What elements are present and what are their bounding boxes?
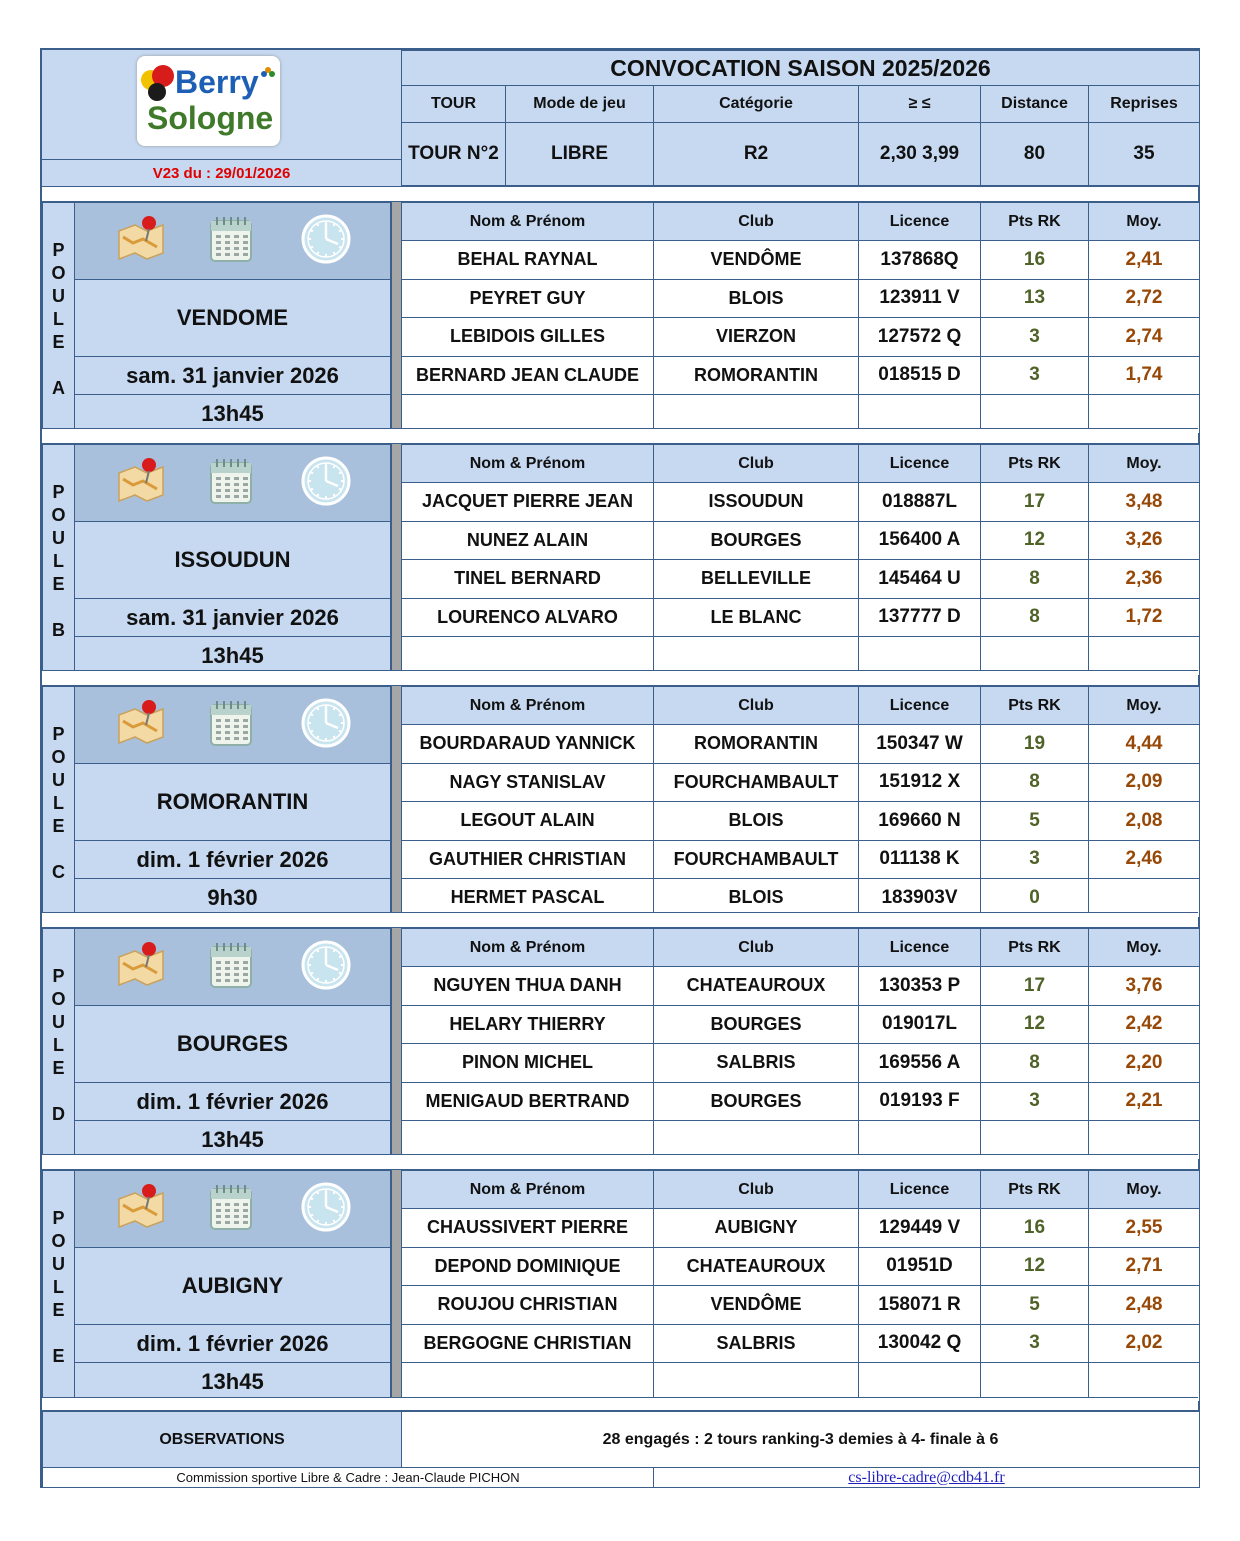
- player-col-moy: 2,09: [1088, 763, 1200, 803]
- player-col-moy: 2,55: [1088, 1208, 1200, 1248]
- player-col-moy: 2,36: [1088, 559, 1200, 599]
- player-col-licence: [858, 1362, 981, 1402]
- table-header-col-nom: Nom & Prénom: [401, 928, 654, 967]
- poule-time: 13h45: [74, 636, 391, 675]
- poule-label-letter: U: [52, 528, 65, 548]
- table-header-col-club: Club: [653, 928, 859, 967]
- table-header-col-moy: Moy.: [1088, 1170, 1200, 1209]
- player-col-nom: BOURDARAUD YANNICK: [401, 724, 654, 764]
- table-header-col-moy: Moy.: [1088, 928, 1200, 967]
- player-col-nom: ROUJOU CHRISTIAN: [401, 1285, 654, 1325]
- player-col-pts: 3: [980, 356, 1089, 396]
- player-col-pts: 8: [980, 559, 1089, 599]
- player-col-club: [653, 1362, 859, 1402]
- player-col-moy: 2,48: [1088, 1285, 1200, 1325]
- poule-label-letter: O: [51, 1231, 66, 1251]
- player-col-licence: 127572 Q: [858, 317, 981, 357]
- header-val-categorie: R2: [653, 122, 859, 186]
- table-header-col-pts: Pts RK: [980, 1170, 1089, 1209]
- player-col-club: BOURGES: [653, 521, 859, 561]
- player-col-pts: 3: [980, 1324, 1089, 1364]
- table-header-col-nom: Nom & Prénom: [401, 1170, 654, 1209]
- poule-label: [42, 686, 75, 917]
- logo-text-sologne: Sologne: [147, 100, 274, 136]
- table-header-col-pts: Pts RK: [980, 928, 1089, 967]
- player-col-moy: 2,08: [1088, 801, 1200, 841]
- player-col-moy: 2,21: [1088, 1082, 1200, 1122]
- player-col-pts: [980, 1362, 1089, 1402]
- header-col-reprises: Reprises: [1088, 85, 1200, 123]
- poule-date: dim. 1 février 2026: [74, 840, 391, 879]
- footer-email-link[interactable]: cs-libre-cadre@cdb41.fr: [848, 1468, 1005, 1486]
- player-col-nom: [401, 1362, 654, 1402]
- table-header-col-club: Club: [653, 1170, 859, 1209]
- player-col-club: SALBRIS: [653, 1043, 859, 1083]
- calendar-icon: [207, 697, 255, 754]
- player-col-licence: 183903V: [858, 878, 981, 918]
- table-header-col-licence: Licence: [858, 928, 981, 967]
- player-col-pts: 5: [980, 801, 1089, 841]
- poule-label-letter: E: [52, 1058, 65, 1078]
- player-col-nom: BERGOGNE CHRISTIAN: [401, 1324, 654, 1364]
- player-col-licence: 130353 P: [858, 966, 981, 1006]
- player-col-pts: 12: [980, 1005, 1089, 1045]
- player-col-licence: 130042 Q: [858, 1324, 981, 1364]
- poule-time: 13h45: [74, 1362, 391, 1401]
- poule-label-letter: E: [52, 816, 65, 836]
- player-col-moy: 2,74: [1088, 317, 1200, 357]
- header-val-reprises: 35: [1088, 122, 1200, 186]
- table-header-col-licence: Licence: [858, 686, 981, 725]
- header-col-range: ≥ ≤: [858, 85, 981, 123]
- poule-label-letter: L: [53, 1035, 64, 1055]
- player-col-pts: 16: [980, 1208, 1089, 1248]
- player-col-club: VENDÔME: [653, 1285, 859, 1325]
- table-header-col-licence: Licence: [858, 1170, 981, 1209]
- player-col-licence: 156400 A: [858, 521, 981, 561]
- poule-label-letter: U: [52, 286, 65, 306]
- icons-row: [74, 444, 391, 522]
- poule-date: dim. 1 février 2026: [74, 1324, 391, 1363]
- player-col-nom: PEYRET GUY: [401, 279, 654, 319]
- footer-email-cell: [653, 1467, 1200, 1488]
- calendar-icon: [207, 213, 255, 270]
- player-col-moy: 1,74: [1088, 356, 1200, 396]
- player-col-pts: 0: [980, 878, 1089, 918]
- player-col-licence: 018887L: [858, 482, 981, 522]
- table-header-col-club: Club: [653, 444, 859, 483]
- player-col-moy: 2,72: [1088, 279, 1200, 319]
- player-col-licence: 169660 N: [858, 801, 981, 841]
- player-col-club: FOURCHAMBAULT: [653, 840, 859, 880]
- player-col-club: SALBRIS: [653, 1324, 859, 1364]
- player-col-moy: 2,71: [1088, 1247, 1200, 1287]
- header-col-distance: Distance: [980, 85, 1089, 123]
- player-col-nom: BERNARD JEAN CLAUDE: [401, 356, 654, 396]
- player-col-nom: NGUYEN THUA DANH: [401, 966, 654, 1006]
- observations-label: OBSERVATIONS: [42, 1411, 402, 1468]
- table-header-col-nom: Nom & Prénom: [401, 202, 654, 241]
- poule-time: 13h45: [74, 394, 391, 433]
- player-col-club: ROMORANTIN: [653, 724, 859, 764]
- player-col-licence: 129449 V: [858, 1208, 981, 1248]
- player-col-moy: 3,26: [1088, 521, 1200, 561]
- separator-strip: [42, 912, 1198, 928]
- poule-label-letter: E: [52, 1346, 65, 1366]
- player-col-licence: 169556 A: [858, 1043, 981, 1083]
- player-col-club: FOURCHAMBAULT: [653, 763, 859, 803]
- poule-label-letter: U: [52, 1012, 65, 1032]
- table-header-col-pts: Pts RK: [980, 686, 1089, 725]
- poule-label: [42, 1170, 75, 1401]
- player-col-moy: 2,42: [1088, 1005, 1200, 1045]
- clock-icon: [300, 697, 352, 754]
- player-col-club: AUBIGNY: [653, 1208, 859, 1248]
- poule-label-letter: L: [53, 309, 64, 329]
- player-col-moy: 2,02: [1088, 1324, 1200, 1364]
- version-label: V23 du : 29/01/2026: [42, 159, 402, 186]
- map-pin-icon: [113, 1181, 169, 1236]
- player-col-nom: CHAUSSIVERT PIERRE: [401, 1208, 654, 1248]
- player-col-club: CHATEAUROUX: [653, 966, 859, 1006]
- separator-strip: [42, 186, 1198, 202]
- poule-label-letter: L: [53, 551, 64, 571]
- player-col-moy: 3,48: [1088, 482, 1200, 522]
- poule-location: AUBIGNY: [74, 1247, 391, 1325]
- player-col-club: VENDÔME: [653, 240, 859, 280]
- player-col-nom: LEGOUT ALAIN: [401, 801, 654, 841]
- player-col-licence: 137868Q: [858, 240, 981, 280]
- player-col-club: VIERZON: [653, 317, 859, 357]
- header-val-distance: 80: [980, 122, 1089, 186]
- player-col-licence: 137777 D: [858, 598, 981, 638]
- header-val-range: 2,30 3,99: [858, 122, 981, 186]
- table-header-col-licence: Licence: [858, 444, 981, 483]
- poule-label-letter: E: [52, 332, 65, 352]
- logo-area: [42, 50, 402, 159]
- clock-icon: [300, 455, 352, 512]
- player-col-pts: 3: [980, 317, 1089, 357]
- calendar-icon: [207, 1181, 255, 1238]
- icons-row: [74, 686, 391, 764]
- poule-label-letter: C: [52, 862, 65, 882]
- player-col-pts: 8: [980, 598, 1089, 638]
- map-pin-icon: [113, 939, 169, 994]
- poule-label-letter: O: [51, 747, 66, 767]
- poule-label-letter: P: [52, 240, 65, 260]
- player-col-nom: NUNEZ ALAIN: [401, 521, 654, 561]
- player-col-nom: TINEL BERNARD: [401, 559, 654, 599]
- poule-location: ROMORANTIN: [74, 763, 391, 841]
- player-col-club: BELLEVILLE: [653, 559, 859, 599]
- clock-icon: [300, 1181, 352, 1238]
- player-col-licence: 019017L: [858, 1005, 981, 1045]
- header-val-mode: LIBRE: [505, 122, 654, 186]
- table-header-col-nom: Nom & Prénom: [401, 444, 654, 483]
- player-col-pts: 3: [980, 840, 1089, 880]
- player-col-licence: 011138 K: [858, 840, 981, 880]
- player-col-club: BLOIS: [653, 878, 859, 918]
- table-header-col-moy: Moy.: [1088, 686, 1200, 725]
- poule-label: [42, 444, 75, 675]
- page-title: CONVOCATION SAISON 2025/2026: [401, 50, 1200, 86]
- player-col-pts: 13: [980, 279, 1089, 319]
- header-col-categorie: Catégorie: [653, 85, 859, 123]
- icons-row: [74, 928, 391, 1006]
- player-col-pts: 5: [980, 1285, 1089, 1325]
- player-col-pts: 19: [980, 724, 1089, 764]
- icons-row: [74, 202, 391, 280]
- table-header-col-pts: Pts RK: [980, 444, 1089, 483]
- player-col-licence: 151912 X: [858, 763, 981, 803]
- poule-label-letter: O: [51, 989, 66, 1009]
- player-col-nom: LOURENCO ALVARO: [401, 598, 654, 638]
- poule-label-letter: U: [52, 770, 65, 790]
- player-col-moy: 2,41: [1088, 240, 1200, 280]
- player-col-pts: 17: [980, 966, 1089, 1006]
- convocation-sheet: [40, 48, 1200, 1488]
- player-col-club: BOURGES: [653, 1005, 859, 1045]
- poule-label-letter: P: [52, 482, 65, 502]
- player-col-moy: 3,76: [1088, 966, 1200, 1006]
- poule-label-letter: U: [52, 1254, 65, 1274]
- poule-label-letter: O: [51, 505, 66, 525]
- separator-strip: [42, 1397, 1198, 1411]
- clock-icon: [300, 939, 352, 996]
- poule-label-letter: P: [52, 966, 65, 986]
- player-col-licence: 150347 W: [858, 724, 981, 764]
- player-col-pts: 8: [980, 1043, 1089, 1083]
- poule-time: 13h45: [74, 1120, 391, 1159]
- player-col-nom: LEBIDOIS GILLES: [401, 317, 654, 357]
- poule-time: 9h30: [74, 878, 391, 917]
- player-col-nom: HELARY THIERRY: [401, 1005, 654, 1045]
- logo: [137, 56, 280, 146]
- observations-text: 28 engagés : 2 tours ranking-3 demies à 4- finale à 6: [401, 1411, 1200, 1468]
- player-col-nom: NAGY STANISLAV: [401, 763, 654, 803]
- map-pin-icon: [113, 455, 169, 510]
- player-col-moy: 1,72: [1088, 598, 1200, 638]
- poule-label-letter: L: [53, 793, 64, 813]
- poule-location: BOURGES: [74, 1005, 391, 1083]
- player-col-nom: MENIGAUD BERTRAND: [401, 1082, 654, 1122]
- player-col-pts: 12: [980, 521, 1089, 561]
- player-col-licence: 123911 V: [858, 279, 981, 319]
- calendar-icon: [207, 455, 255, 512]
- poule-label-letter: B: [52, 620, 65, 640]
- separator-strip: [42, 428, 1198, 444]
- player-col-nom: DEPOND DOMINIQUE: [401, 1247, 654, 1287]
- player-col-licence: 145464 U: [858, 559, 981, 599]
- player-col-club: LE BLANC: [653, 598, 859, 638]
- player-col-nom: JACQUET PIERRE JEAN: [401, 482, 654, 522]
- poule-label-letter: L: [53, 1277, 64, 1297]
- player-col-club: BLOIS: [653, 279, 859, 319]
- player-col-nom: GAUTHIER CHRISTIAN: [401, 840, 654, 880]
- poule-label-letter: P: [52, 1208, 65, 1228]
- footer-commission: Commission sportive Libre & Cadre : Jean-Claude PICHON: [42, 1467, 654, 1488]
- clock-icon: [300, 213, 352, 270]
- table-header-col-moy: Moy.: [1088, 202, 1200, 241]
- player-col-moy: 4,44: [1088, 724, 1200, 764]
- poule-label: [42, 202, 75, 433]
- player-col-licence: 019193 F: [858, 1082, 981, 1122]
- player-col-moy: 2,20: [1088, 1043, 1200, 1083]
- table-header-col-moy: Moy.: [1088, 444, 1200, 483]
- player-col-nom: HERMET PASCAL: [401, 878, 654, 918]
- player-col-moy: 2,46: [1088, 840, 1200, 880]
- player-col-club: CHATEAUROUX: [653, 1247, 859, 1287]
- player-col-club: ROMORANTIN: [653, 356, 859, 396]
- icons-row: [74, 1170, 391, 1248]
- table-header-col-club: Club: [653, 202, 859, 241]
- separator-strip: [42, 670, 1198, 686]
- player-col-pts: 12: [980, 1247, 1089, 1287]
- poule-location: ISSOUDUN: [74, 521, 391, 599]
- player-col-club: BLOIS: [653, 801, 859, 841]
- poule-label-letter: E: [52, 574, 65, 594]
- poule-date: sam. 31 janvier 2026: [74, 598, 391, 637]
- poule-label-letter: P: [52, 724, 65, 744]
- header-col-mode: Mode de jeu: [505, 85, 654, 123]
- calendar-icon: [207, 939, 255, 996]
- poule-date: dim. 1 février 2026: [74, 1082, 391, 1121]
- separator-strip: [42, 1154, 1198, 1170]
- table-header-col-club: Club: [653, 686, 859, 725]
- map-pin-icon: [113, 213, 169, 268]
- player-col-pts: 17: [980, 482, 1089, 522]
- poule-label-letter: D: [52, 1104, 65, 1124]
- player-col-licence: 01951D: [858, 1247, 981, 1287]
- player-col-moy: [1088, 1362, 1200, 1402]
- header-val-tour: TOUR N°2: [401, 122, 506, 186]
- table-header-col-pts: Pts RK: [980, 202, 1089, 241]
- poule-label-letter: A: [52, 378, 65, 398]
- header-col-tour: TOUR: [401, 85, 506, 123]
- poule-label-letter: E: [52, 1300, 65, 1320]
- map-pin-icon: [113, 697, 169, 752]
- player-col-nom: PINON MICHEL: [401, 1043, 654, 1083]
- player-col-club: BOURGES: [653, 1082, 859, 1122]
- player-col-nom: BEHAL RAYNAL: [401, 240, 654, 280]
- player-col-pts: 16: [980, 240, 1089, 280]
- player-col-club: ISSOUDUN: [653, 482, 859, 522]
- poule-label: [42, 928, 75, 1159]
- player-col-licence: 158071 R: [858, 1285, 981, 1325]
- table-header-col-licence: Licence: [858, 202, 981, 241]
- poule-date: sam. 31 janvier 2026: [74, 356, 391, 395]
- player-col-pts: 8: [980, 763, 1089, 803]
- player-col-pts: 3: [980, 1082, 1089, 1122]
- poule-label-letter: O: [51, 263, 66, 283]
- player-col-licence: 018515 D: [858, 356, 981, 396]
- poule-location: VENDOME: [74, 279, 391, 357]
- table-header-col-nom: Nom & Prénom: [401, 686, 654, 725]
- logo-text-berry: Berry: [175, 64, 259, 100]
